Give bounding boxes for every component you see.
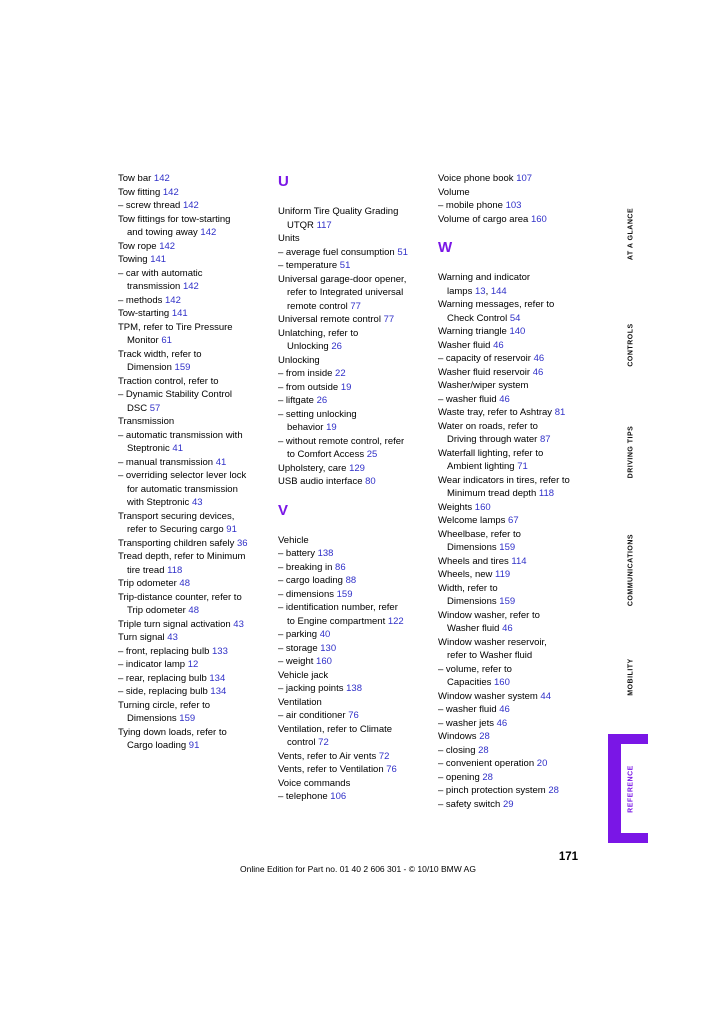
page-link[interactable]: 133 [212,645,228,657]
index-line: to Engine compartment 122 [287,615,404,627]
page-link[interactable]: 77 [350,300,361,312]
page-link[interactable]: 48 [188,605,199,616]
index-line: – identification number, refer [278,602,398,613]
index-line: Windows 28 [438,731,490,742]
page-link[interactable]: 118 [167,564,183,576]
index-line: Tying down loads, refer to [118,726,227,738]
index-line: – air conditioner 76 [278,710,359,721]
index-line: – car with automatic [118,267,203,279]
page-link[interactable]: 142 [200,227,217,238]
index-line: – manual transmission 41 [118,456,227,468]
sidebar-tab-communications: COMMUNICATIONS [627,533,635,607]
index-line: Transport securing devices, [118,510,235,522]
page-link[interactable]: 54 [509,312,521,324]
page-link[interactable]: 160 [530,213,547,225]
index-line: Dimensions 159 [127,713,196,724]
page-link[interactable]: 41 [215,456,227,468]
index-line: Check Control 54 [447,312,521,324]
page-link[interactable]: 13 [474,285,486,297]
index-line: tire tread 118 [127,564,183,576]
page-link[interactable]: 76 [386,764,397,775]
page-link[interactable]: 142 [165,294,181,306]
page-link[interactable]: 29 [502,798,514,810]
page-link[interactable]: 12 [187,659,199,670]
index-line: Universal garage-door opener, [278,273,407,285]
page-link[interactable]: 46 [502,623,513,634]
index-line: – screw thread 142 [118,200,199,211]
page-link[interactable]: 141 [171,308,188,319]
index-line: – parking 40 [278,629,331,640]
index-line: – washer fluid 46 [438,704,510,715]
page-link[interactable]: 87 [539,434,551,445]
index-line: Turn signal 43 [118,632,178,643]
page-link[interactable]: 28 [479,731,490,742]
page-link[interactable]: 130 [320,642,337,654]
index-line: Transmission [118,416,175,427]
index-line: Trip-distance counter, refer to [118,591,242,603]
index-column-2 [278,172,438,811]
page-link[interactable]: 71 [517,461,528,472]
index-line: – telephone 106 [278,791,347,802]
index-line: Warning triangle 140 [438,326,526,337]
index-line: Volume [438,186,470,198]
index-line: UTQR 117 [287,219,332,231]
page-link[interactable]: 51 [397,246,408,258]
index-line: – mobile phone 103 [438,200,522,211]
page-link[interactable]: 160 [474,501,491,513]
index-line: – jacking points 138 [278,683,362,694]
index-line: Ambient lighting 71 [447,461,528,472]
index-line: Minimum tread depth 118 [447,488,555,499]
index-line: – opening 28 [438,771,493,783]
index-line: – automatic transmission with [118,429,243,441]
index-line: – rear, replacing bulb 134 [118,672,226,684]
index-line: – average fuel consumption 51 [278,246,408,258]
index-line: Tread depth, refer to Minimum [118,551,246,562]
index-line: – washer fluid 46 [438,393,510,405]
index-line: DSC 57 [127,402,161,414]
index-line: transmission 142 [127,281,199,292]
index-line: Traction control, refer to [118,375,219,387]
index-line: Vehicle jack [278,669,329,681]
page-link[interactable]: 144 [490,285,507,297]
index-line: Washer fluid 46 [438,339,504,351]
index-line: USB audio interface 80 [278,476,376,487]
page-link[interactable]: 46 [496,717,508,729]
index-line: – cargo loading 88 [278,575,357,586]
index-line: Vents, refer to Air vents 72 [278,750,390,762]
index-line: Dimension 159 [127,362,191,373]
sidebar-tab-mobility: MOBILITY [627,658,635,696]
page-link[interactable]: 26 [331,341,342,352]
index-line: – closing 28 [438,744,489,756]
index-line: Upholstery, care 129 [278,462,365,474]
index-line: – weight 160 [278,656,332,667]
page-link[interactable]: 28 [478,744,489,756]
sidebar-tab-controls: CONTROLS [627,323,635,367]
page-link[interactable]: 160 [494,677,510,688]
index-line: – indicator lamp 12 [118,659,199,670]
page-link[interactable]: 138 [317,548,334,559]
index-line: Ventilation, refer to Climate [278,723,393,735]
index-line: Window washer reservoir, [438,636,547,648]
index-line: – breaking in 86 [278,561,346,573]
page-link[interactable]: 51 [339,260,351,271]
page-link[interactable]: 19 [326,422,337,433]
footer-edition-note: Online Edition for Part no. 01 40 2 606 301 - © 10/10 BMW AG [240,864,476,874]
index-line: Dimensions 159 [447,596,516,607]
index-line: and towing away 142 [127,227,217,238]
page-link[interactable]: 134 [209,672,226,684]
index-line: – front, replacing bulb 133 [118,645,228,657]
page-link[interactable]: 91 [188,740,200,751]
index-line: Dimensions 159 [447,542,516,553]
page-link[interactable]: 142 [182,281,199,292]
index-line: Volume of cargo area 160 [438,213,547,225]
page-link[interactable]: 81 [554,407,566,418]
page-link[interactable]: 119 [495,569,511,580]
index-line: Tow bar 142 [118,173,170,184]
page-link[interactable]: 159 [336,588,353,600]
index-line: – side, replacing bulb 134 [118,686,227,697]
index-line: Warning messages, refer to [438,299,555,310]
index-line: – from inside 22 [278,368,346,379]
page-link[interactable]: 76 [348,710,359,721]
index-line: Washer fluid reservoir 46 [438,366,544,378]
index-line: Tow rope 142 [118,240,176,252]
index-line: with Steptronic 43 [127,497,203,508]
index-line: Cargo loading 91 [127,740,200,751]
index-line: Tow fittings for tow-starting [118,213,231,225]
index-line: Driving through water 87 [447,434,551,445]
page-link[interactable]: 43 [233,618,244,630]
page-link[interactable]: 159 [499,542,516,553]
index-line: Vehicle [278,534,309,546]
page-link[interactable]: 61 [161,335,172,346]
index-line: – Dynamic Stability Control [118,389,233,400]
index-line: – dimensions 159 [278,588,353,600]
page-link[interactable]: 142 [182,200,199,211]
index-line: Washer fluid 46 [447,623,513,634]
page-link[interactable]: 88 [345,575,357,586]
page-link[interactable]: 22 [335,368,346,379]
page-link[interactable]: 142 [159,240,176,252]
index-line: Tow-starting 141 [118,308,188,319]
index-line: behavior 19 [287,422,337,433]
page-link[interactable]: 118 [538,488,555,499]
index-line: Triple turn signal activation 43 [118,618,244,630]
page-link[interactable]: 103 [505,200,522,211]
page-link[interactable]: 44 [540,690,551,702]
page-link[interactable]: 43 [167,632,178,643]
sidebar-tab-driving-tips: DRIVING TIPS [627,425,635,479]
page-link[interactable]: 142 [153,173,170,184]
index-line: Wheels and tires 114 [438,555,527,567]
index-line: – capacity of reservoir 46 [438,353,545,364]
index-line: Width, refer to [438,582,498,594]
index-line: Waterfall lighting, refer to [438,447,544,459]
page-link[interactable]: 159 [174,362,191,373]
page-link[interactable]: 122 [387,615,404,627]
section-letter-V: V [278,501,289,519]
page-link[interactable]: 86 [335,561,346,573]
page-link[interactable]: 41 [172,443,183,454]
index-column-3 [438,172,598,811]
page-link[interactable]: 107 [516,173,533,184]
index-line: – methods 142 [118,294,181,306]
page-link[interactable]: 67 [508,515,519,526]
index-line: Towing 141 [118,254,167,265]
index-line: refer to Securing cargo 91 [127,524,237,535]
index-line: Trip odometer 48 [118,578,190,589]
index-line: – from outside 19 [278,381,352,393]
index-line: – pinch protection system 28 [438,785,559,796]
index-line: lamps 13, 144 [447,285,507,297]
page-link[interactable]: 72 [378,750,390,762]
index-line: Voice commands [278,777,351,789]
sidebar-tab-reference: REFERENCE [627,765,635,813]
index-line: – without remote control, refer [278,435,405,447]
index-line: – volume, refer to [438,663,512,675]
page-link[interactable]: 80 [365,476,376,487]
index-line: – safety switch 29 [438,798,514,810]
page-link[interactable]: 117 [316,219,332,231]
page-link[interactable]: 28 [548,785,559,796]
index-line: Window washer system 44 [438,690,551,702]
page-link[interactable]: 140 [509,326,526,337]
index-line: Units [278,233,300,244]
index-line: Vents, refer to Ventilation 76 [278,764,397,775]
index-line: Window washer, refer to [438,609,540,621]
index-line: Wheelbase, refer to [438,528,521,540]
index-line: Warning and indicator [438,272,531,283]
page-link[interactable]: 141 [150,254,167,265]
index-line: Universal remote control 77 [278,314,395,325]
page-link[interactable]: 106 [330,791,347,802]
index-line: Unlocking 26 [287,341,342,352]
index-columns [118,172,598,811]
page-link[interactable]: 159 [499,596,516,607]
page-link[interactable]: 138 [346,683,362,694]
page-link[interactable]: 36 [236,537,248,549]
index-line: remote control 77 [287,300,361,312]
page-link[interactable]: 72 [318,737,329,748]
index-line: Trip odometer 48 [127,605,199,616]
index-line: – temperature 51 [278,260,351,271]
index-line: – overriding selector lever lock [118,470,247,481]
page-number: 171 [558,851,578,863]
page-link[interactable]: 142 [162,186,179,198]
index-line: – convenient operation 20 [438,758,548,769]
index-column-1 [118,172,278,811]
index-line: control 72 [287,737,329,748]
index-line: Uniform Tire Quality Grading [278,206,399,217]
reference-section-bracket [608,734,648,843]
index-line: refer to Integrated universal [287,287,404,298]
index-line: Water on roads, refer to [438,420,538,432]
index-line: Capacities 160 [447,677,510,688]
page-link[interactable]: 43 [191,497,203,508]
index-line: Track width, refer to [118,348,202,360]
index-line: Wheels, new 119 [438,569,511,580]
page-link[interactable]: 40 [319,629,331,640]
index-line: Unlatching, refer to [278,327,359,339]
index-line: Welcome lamps 67 [438,515,519,526]
index-line: Tow fitting 142 [118,186,179,198]
page-link[interactable]: 46 [499,704,510,715]
index-line: – washer jets 46 [438,717,508,729]
index-line: – liftgate 26 [278,395,328,406]
index-line: Unlocking [278,354,320,366]
index-line: to Comfort Access 25 [287,449,378,460]
page-link[interactable]: 46 [493,339,504,351]
page-link[interactable]: 25 [366,449,378,460]
page-link[interactable]: 46 [499,393,510,405]
index-line: Monitor 61 [127,335,172,346]
section-letter-W: W [438,239,453,256]
section-letter-U: U [278,173,289,190]
page-link[interactable]: 57 [149,402,161,414]
page-link[interactable]: 160 [316,656,332,667]
page-link[interactable]: 77 [383,314,395,325]
index-line: – storage 130 [278,642,337,654]
index-line: Wear indicators in tires, refer to [438,474,570,486]
index-line: Voice phone book 107 [438,173,533,184]
page-link[interactable]: 129 [349,462,365,474]
index-line: refer to Washer fluid [447,650,533,661]
page-link[interactable]: 19 [340,381,352,393]
page-link[interactable]: 159 [179,713,196,724]
index-line: – setting unlocking [278,408,357,420]
index-line: Ventilation [278,696,322,708]
page-link[interactable]: 26 [316,395,328,406]
page-link[interactable]: 20 [536,758,548,769]
index-line: Waste tray, refer to Ashtray 81 [438,407,566,418]
index-line: Steptronic 41 [127,443,183,454]
index-line: TPM, refer to Tire Pressure [118,321,233,333]
index-line: for automatic transmission [127,483,238,495]
page-link[interactable]: 46 [533,353,545,364]
index-line: Weights 160 [438,501,491,513]
page-link[interactable]: 48 [179,578,190,589]
page-link[interactable]: 28 [482,771,493,783]
page-link[interactable]: 134 [210,686,227,697]
index-line: – battery 138 [278,548,334,559]
sidebar-tab-at-a-glance: AT A GLANCE [627,207,635,261]
index-line: Turning circle, refer to [118,699,211,711]
index-line: Transporting children safely 36 [118,537,248,549]
page-link[interactable]: 114 [511,555,527,567]
index-line: Washer/wiper system [438,380,529,391]
page-link[interactable]: 46 [532,366,544,378]
page-link[interactable]: 91 [226,524,237,535]
